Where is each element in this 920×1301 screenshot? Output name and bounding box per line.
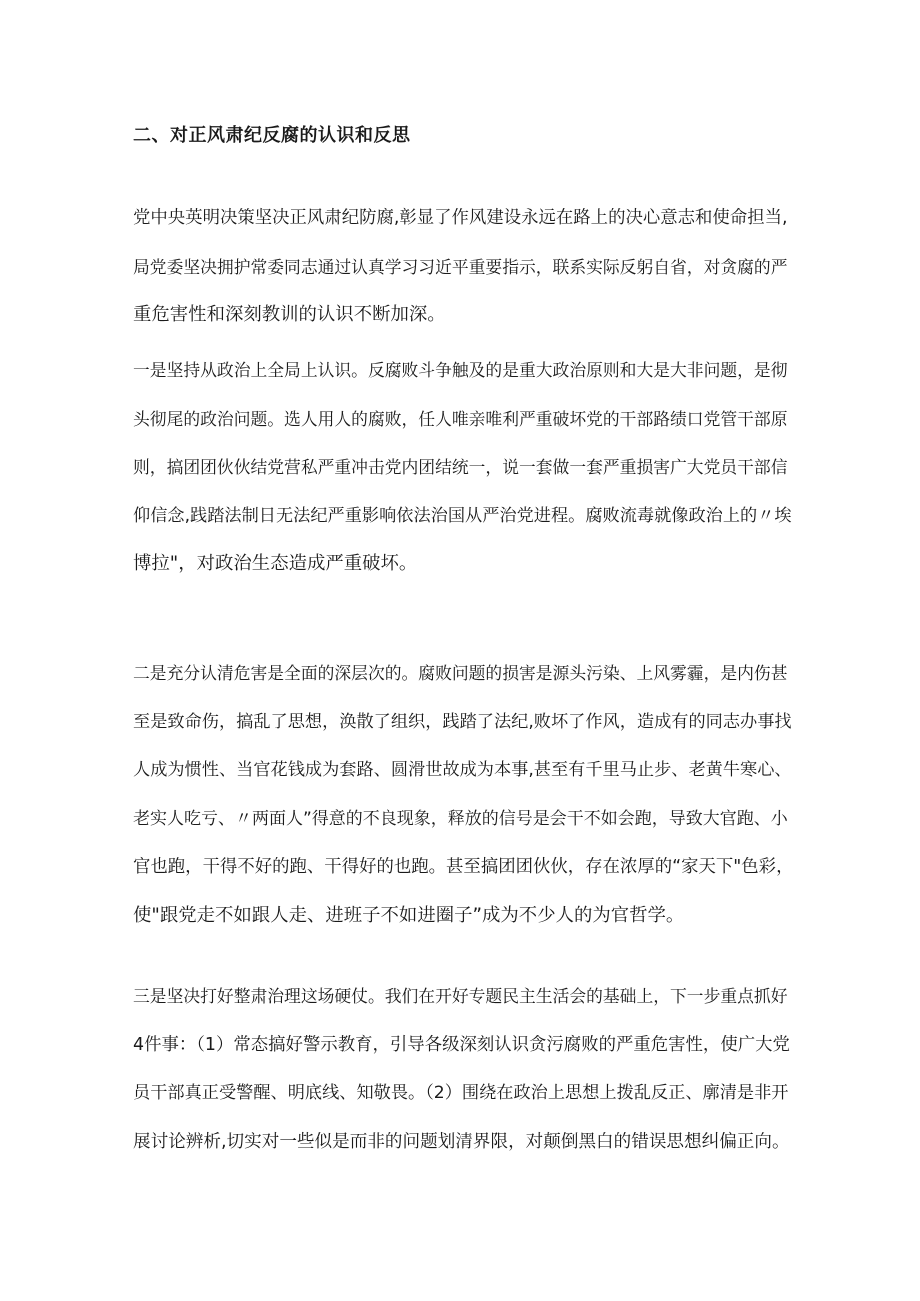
- paragraph-line: 重危害性和深刻教训的认识不断加深。: [133, 304, 446, 325]
- paragraph-point-two: [133, 659, 793, 950]
- paragraph-line: 二是充分认清危害是全面的深层次的。腐败问题的损害是源头污染、上风雾霾，是内伤甚: [133, 663, 788, 683]
- paragraph-line: 头彻尾的政治问题。选人用人的腐败，任人唯亲唯利严重破坏党的干部路绩口党管干部原: [133, 408, 788, 429]
- paragraph-line: 则，搞团团伙伙结党营私严重冲击党内团结统一，说一套做一套严重损害广大党员干部信: [133, 457, 788, 477]
- paragraph-line: 员干部真正受警醒、明底线、知敬畏。（2）围绕在政治上思想上拨乱反正、廓清是非开: [133, 1083, 789, 1103]
- paragraph-line: 展讨论辨析,切实对一些似是而非的问题划清界限，对颠倒黑白的错误思想纠偏正向。: [133, 1131, 790, 1152]
- paragraph-line: 官也跑，干得不好的跑、干得好的也跑。甚至搞团团伙伙，存在浓厚的“家天下"色彩，: [133, 857, 794, 877]
- paragraph-line: 老实人吃亏、〃两面人”得意的不良现象，释放的信号是会干不如会跑，导致大官跑、小: [133, 808, 788, 829]
- paragraph-line: 局党委坚决拥护常委同志通过认真学习习近平重要指示，联系实际反躬自省，对贪腐的严: [133, 256, 788, 277]
- paragraph-line: 三是坚决打好整肃治理这场硬仗。我们在开好专题民主生活会的基础上，下一步重点抓好: [133, 986, 788, 1006]
- paragraph-line: 博拉"，对政治生态造成严重破坏。: [133, 553, 418, 574]
- paragraph-line: 仰信念,践踏法制日无法纪严重影响依法治国从严治党进程。腐败流毒就像政治上的〃埃: [133, 505, 792, 526]
- paragraph-line: 一是坚持从政治上全局上认识。反腐败斗争触及的是重大政治原则和大是大非问题，是彻: [133, 360, 788, 380]
- section-heading: 二、对正风肃纪反腐的认识和反思: [133, 125, 411, 146]
- paragraph-line: 党中央英明决策坚决正风肃纪防腐,彰显了作风建设永远在路上的决心意志和使命担当,: [133, 208, 788, 228]
- paragraph-line: 使"跟党走不如跟人走、进班子不如进圈子”成为不少人的为官哲学。: [133, 904, 685, 926]
- paragraph-line: 至是致命伤，搞乱了思想，涣散了组织，践踏了法纪,败坏了作风，造成有的同志办事找: [133, 711, 792, 732]
- paragraph-point-one: [133, 356, 793, 599]
- paragraph-line: 人成为惯性、当官花钱成为套路、圆滑世故成为本事,甚至有千里马止步、老黄牛寒心、: [133, 760, 792, 780]
- paragraph-point-three: [133, 982, 793, 1176]
- paragraph-line: 4件事：（1）常态搞好警示教育，引导各级深刻认识贪污腐败的严重危害性，使广大党: [133, 1034, 790, 1055]
- paragraph-intro: [133, 204, 793, 350]
